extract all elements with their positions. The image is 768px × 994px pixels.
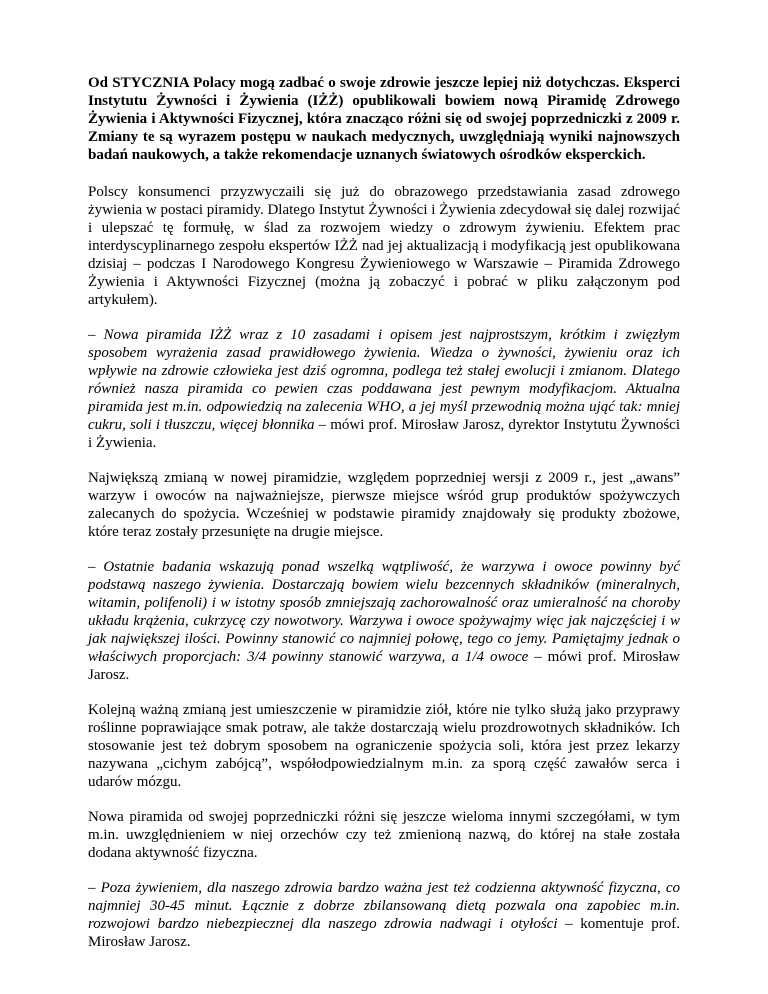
quote-text-1: – Nowa piramida IŻŻ wraz z 10 zasadami i opisem jest najprostszym, krótkim i zwięzłym sposobem wyrażenia zasad prawidłowego żywienia. Wiedza o żywności, żywieniu oraz ich wpływie na zdrowie człowieka jest dziś ogromna, podlega też stałej ewolucji i zmianom. Dlatego również nasza piramida co pewien czas poddawana jest pewnym modyfikacjom. Aktualna piramida jest m.in. odpowiedzią na zalecenia WHO, a jej myśl przewodnią można ująć tak: mniej cukru, soli i tłuszczu, więcej błonnika <box>88 327 680 433</box>
quote-text-2: – Ostatnie badania wskazują ponad wszelką wątpliwość, że warzywa i owoce powinny być podstawą naszego żywienia. Dostarczają bowiem wielu bezcennych składników (mineralnych, witamin, polifenoli) i w istotny sposób zmniejszają zachorowalność oraz umieralność na choroby układu krążenia, cukrzycę czy nowotwory. Warzywa i owoce spożywajmy więc jak najczęściej i w jak największej ilości. Powinny stanowić co najmniej połowę, tego co jemy. Pamiętajmy jednak o właściwych proporcjach: 3/4 powinny stanowić warzywa, a 1/4 owoce <box>88 559 680 665</box>
body-paragraph-4: Nowa piramida od swojej poprzedniczki różni się jeszcze wieloma innymi szczegółami, w tym m.in. uwzględnieniem w niej orzechów czy też zmienioną nazwą, do której na stałe została dodana aktywność fizyczna. <box>88 809 680 861</box>
body-paragraph-2: Największą zmianą w nowej piramidzie, względem poprzedniej wersji z 2009 r., jest „awans” warzyw i owoców na najważniejsze, pierwsze miejsce wśród grup produktów spożywczych zalecanych do spożycia. Wcześniej w podstawie piramidy znajdowały się produkty zbożowe, które teraz zostały przesunięte na drugie miejsce. <box>88 470 680 540</box>
quote-text-3: – Poza żywieniem, dla naszego zdrowia bardzo ważna jest też codzienna aktywność fizyczna, co najmniej 30-45 minut. Łącznie z dobrze zbilansowaną dietą pozwala ona zapobiec m.in. rozwojowi bardzo niebezpiecznej dla naszego zdrowia nadwagi i otyłości <box>88 880 680 932</box>
body-paragraph-1: Polscy konsumenci przyzwyczaili się już do obrazowego przedstawiania zasad zdrowego żywienia w postaci piramidy. Dlatego Instytut Żywności i Żywienia zdecydował się dalej rozwijać i ulepszać tę formułę, w ślad za rozwojem wiedzy o zdrowym żywieniu. Efektem prac interdyscyplinarnego zespołu ekspertów IŻŻ nad jej aktualizacją i modyfikacją jest opublikowana dzisiaj – podczas I Narodowego Kongresu Żywieniowego w Warszawie – Piramida Zdrowego Żywienia i Aktywności Fizycznej (można ją zobaczyć i pobrać w pliku załączonym pod artykułem). <box>88 184 680 308</box>
quote-attribution-2: – mówi prof. Mirosław Jarosz. <box>88 649 680 683</box>
quote-paragraph-2 <box>88 558 680 684</box>
lead-paragraph: Od STYCZNIA Polacy mogą zadbać o swoje zdrowie jeszcze lepiej niż dotychczas. Eksperci Instytutu Żywności i Żywienia (IŻŻ) opublikowali bowiem nową Piramidę Zdrowego Żywienia i Aktywności Fizycznej, która znacząco różni się od swojej poprzedniczki z 2009 r. Zmiany te są wyrazem postępu w naukach medycznych, uwzględniają wyniki najnowszych badań naukowych, a także rekomendacje uznanych światowych ośrodków eksperckich. <box>88 75 680 163</box>
quote-attribution-1: – mówi prof. Mirosław Jarosz, dyrektor Instytutu Żywności i Żywienia. <box>88 417 680 451</box>
body-paragraph-3: Kolejną ważną zmianą jest umieszczenie w piramidzie ziół, które nie tylko służą jako przyprawy roślinne poprawiające smak potraw, ale także dostarczają wielu prozdrowotnych składników. Ich stosowanie jest też dobrym sposobem na ograniczenie spożycia soli, która jest przez lekarzy nazywana „cichym zabójcą”, współodpowiedzialnym m.in. za sporą część zawałów serca i udarów mózgu. <box>88 702 680 790</box>
quote-paragraph-1 <box>88 326 680 452</box>
quote-paragraph-3 <box>88 879 680 951</box>
quote-attribution-3: – komentuje prof. Mirosław Jarosz. <box>88 916 680 950</box>
